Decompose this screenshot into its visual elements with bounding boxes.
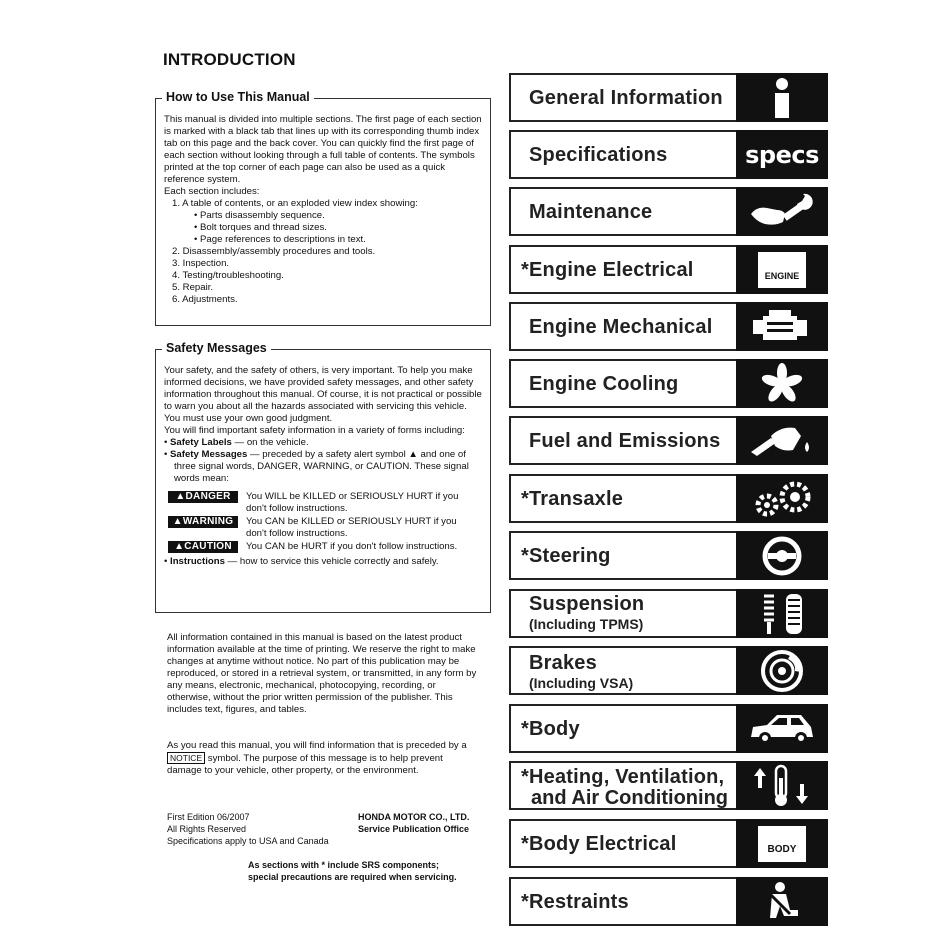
office-name: Service Publication Office bbox=[358, 824, 470, 834]
tab-heating-ventilation[interactable] bbox=[509, 761, 828, 810]
tab-label: Maintenance bbox=[529, 201, 653, 223]
safety-labels-term: Safety Labels bbox=[170, 437, 232, 448]
table-row bbox=[168, 491, 461, 516]
warning-label: ▲WARNING bbox=[168, 516, 238, 528]
safety-list bbox=[164, 437, 482, 485]
tab-specifications[interactable] bbox=[509, 130, 828, 179]
tab-label: Specifications bbox=[529, 144, 668, 166]
tab-label: *Restraints bbox=[521, 891, 629, 913]
tab-brakes[interactable] bbox=[509, 646, 828, 695]
tab-label: *Body bbox=[521, 718, 580, 740]
warning-text: You CAN be KILLED or SERIOUSLY HURT if you don't follow instructions. bbox=[246, 516, 457, 539]
safety-labels-text: — on the vehicle. bbox=[231, 437, 309, 448]
car-body-icon bbox=[736, 704, 828, 753]
list-item bbox=[164, 556, 482, 568]
wrench-hand-icon bbox=[736, 187, 828, 236]
tab-engine-mechanical[interactable] bbox=[509, 302, 828, 351]
tab-label: *Body Electrical bbox=[521, 833, 677, 855]
notice-symbol: NOTICE bbox=[167, 752, 205, 764]
tab-general-information[interactable] bbox=[509, 73, 828, 122]
specs-icon-text: specs bbox=[745, 140, 819, 169]
safety-intro-2: You will find important safety information in a variety of forms including: bbox=[164, 425, 465, 436]
tab-steering[interactable] bbox=[509, 531, 828, 580]
battery-body-icon-text: BODY bbox=[767, 843, 797, 855]
tab-sublabel: (Including TPMS) bbox=[529, 616, 644, 632]
tab-body-electrical[interactable] bbox=[509, 819, 828, 868]
instructions-term: Instructions bbox=[170, 556, 225, 567]
instructions-text: — how to service this vehicle correctly and safely. bbox=[224, 556, 439, 567]
list-item: 2. Disassembly/assembly procedures and tools. bbox=[172, 246, 376, 257]
tab-label: General Information bbox=[529, 87, 723, 109]
rights-text: All Rights Reserved bbox=[167, 824, 247, 834]
list-item: 5. Repair. bbox=[172, 282, 214, 293]
list-item: 6. Adjustments. bbox=[172, 294, 238, 305]
edition-text: First Edition 06/2007 bbox=[167, 812, 250, 822]
srs-note bbox=[248, 859, 457, 883]
danger-text: You WILL be KILLED or SERIOUSLY HURT if you don't follow instructions. bbox=[246, 491, 459, 514]
thermometer-icon bbox=[736, 761, 828, 810]
notice-text-before: As you read this manual, you will find information that is preceded by a bbox=[167, 740, 467, 751]
how-to-use-includes: Each section includes: bbox=[164, 186, 260, 197]
notice-paragraph bbox=[167, 740, 479, 777]
tab-label: *Engine Electrical bbox=[521, 259, 694, 281]
tab-label: Brakes bbox=[529, 652, 597, 674]
tab-label: Engine Cooling bbox=[529, 373, 679, 395]
tab-engine-electrical[interactable] bbox=[509, 245, 828, 294]
caution-text: You CAN be HURT if you don't follow instructions. bbox=[246, 541, 458, 552]
sublist bbox=[164, 210, 482, 246]
how-to-use-list bbox=[164, 198, 482, 306]
tab-maintenance[interactable] bbox=[509, 187, 828, 236]
table-row bbox=[168, 541, 461, 554]
gears-icon bbox=[736, 474, 828, 523]
table-row bbox=[168, 516, 461, 541]
list-item: • Bolt torques and thread sizes. bbox=[186, 222, 482, 234]
disclaimer-text: All information contained in this manual is based on the latest product information available at the time of printing. We reserve the right to make changes at anytime without notice. No part of this publication may be reproduced, or stored in a retrieval system, or transmitted, in any form by any means, electronic, mechanical, photocopying, recording, or otherwise, without the prior written permission of the publisher. This includes text, figures, and tables. bbox=[167, 632, 477, 715]
tab-label: Suspension bbox=[529, 593, 645, 615]
seatbelt-icon bbox=[736, 877, 828, 926]
edition-block bbox=[167, 811, 329, 847]
list-item bbox=[164, 437, 482, 449]
safety-box bbox=[155, 341, 491, 613]
instructions-list bbox=[164, 556, 482, 568]
safety-heading: Safety Messages bbox=[162, 341, 271, 355]
how-to-use-heading: How to Use This Manual bbox=[162, 90, 314, 104]
caution-label: ▲CAUTION bbox=[168, 541, 238, 553]
steering-wheel-icon bbox=[736, 531, 828, 580]
tab-label: *Steering bbox=[521, 545, 611, 567]
danger-label: ▲DANGER bbox=[168, 491, 238, 503]
specs-apply-text: Specifications apply to USA and Canada bbox=[167, 836, 329, 846]
tab-fuel-and-emissions[interactable] bbox=[509, 416, 828, 465]
shock-absorber-icon bbox=[736, 589, 828, 638]
tab-label: *Transaxle bbox=[521, 488, 624, 510]
list-item: • Page references to descriptions in text. bbox=[186, 234, 482, 246]
tab-label: *Heating, Ventilation, bbox=[521, 766, 725, 788]
tab-restraints[interactable] bbox=[509, 877, 828, 926]
battery-body-icon bbox=[736, 819, 828, 868]
tab-label: Fuel and Emissions bbox=[529, 430, 721, 452]
list-item: 1. A table of contents, or an exploded view index showing: bbox=[172, 198, 418, 209]
info-icon bbox=[736, 73, 828, 122]
tab-sublabel: (Including VSA) bbox=[529, 675, 634, 691]
battery-engine-icon-text: ENGINE bbox=[764, 270, 800, 281]
safety-messages-text: — preceded by a safety alert symbol ▲ and one of three signal words, DANGER, WARNING, or CAUTION. These signal words mean: bbox=[174, 449, 469, 484]
how-to-use-intro: This manual is divided into multiple sections. The first page of each section is marked with a black tab that lines up with its corresponding thumb index tab on this page and the back cover. You can quickly find the first page of each section without looking through a full table of contents. The symbols printed at the top corner of each page can also be used as a quick reference system. bbox=[164, 114, 482, 185]
tab-sublabel: and Air Conditioning bbox=[531, 787, 729, 809]
fuel-nozzle-icon bbox=[736, 416, 828, 465]
tab-label: Engine Mechanical bbox=[529, 316, 713, 338]
how-to-use-box bbox=[155, 90, 491, 326]
fan-icon bbox=[736, 359, 828, 408]
list-item bbox=[164, 449, 482, 485]
srs-note-line-1: As sections with * include SRS components; bbox=[248, 860, 440, 870]
safety-messages-term: Safety Messages bbox=[170, 449, 248, 460]
publisher-block bbox=[358, 811, 469, 835]
tab-suspension[interactable] bbox=[509, 589, 828, 638]
company-name: HONDA MOTOR CO., LTD. bbox=[358, 812, 470, 822]
list-item: • Parts disassembly sequence. bbox=[186, 210, 482, 222]
page-title: INTRODUCTION bbox=[163, 50, 296, 69]
battery-engine-icon: − ENGINE bbox=[736, 245, 828, 294]
safety-intro: Your safety, and the safety of others, is very important. To help you make informed decisions, we have provided safety messages, and other safety information throughout this manual. Of course, it is not practical or possible to warn you about all the hazards associated with servicing this vehicle. You must use your own good judgment. bbox=[164, 365, 482, 424]
tab-body[interactable] bbox=[509, 704, 828, 753]
srs-note-line-2: special precautions are required when servicing. bbox=[248, 872, 457, 882]
engine-block-icon bbox=[736, 302, 828, 351]
tab-transaxle[interactable] bbox=[509, 474, 828, 523]
list-item: 4. Testing/troubleshooting. bbox=[172, 270, 284, 281]
notice-text-after: symbol. The purpose of this message is to help prevent damage to your vehicle, other property, or the environment. bbox=[167, 753, 443, 776]
list-item: 3. Inspection. bbox=[172, 258, 230, 269]
signal-words-table bbox=[168, 491, 461, 554]
specs-icon bbox=[736, 130, 828, 179]
brake-disc-icon bbox=[736, 646, 828, 695]
tab-engine-cooling[interactable] bbox=[509, 359, 828, 408]
